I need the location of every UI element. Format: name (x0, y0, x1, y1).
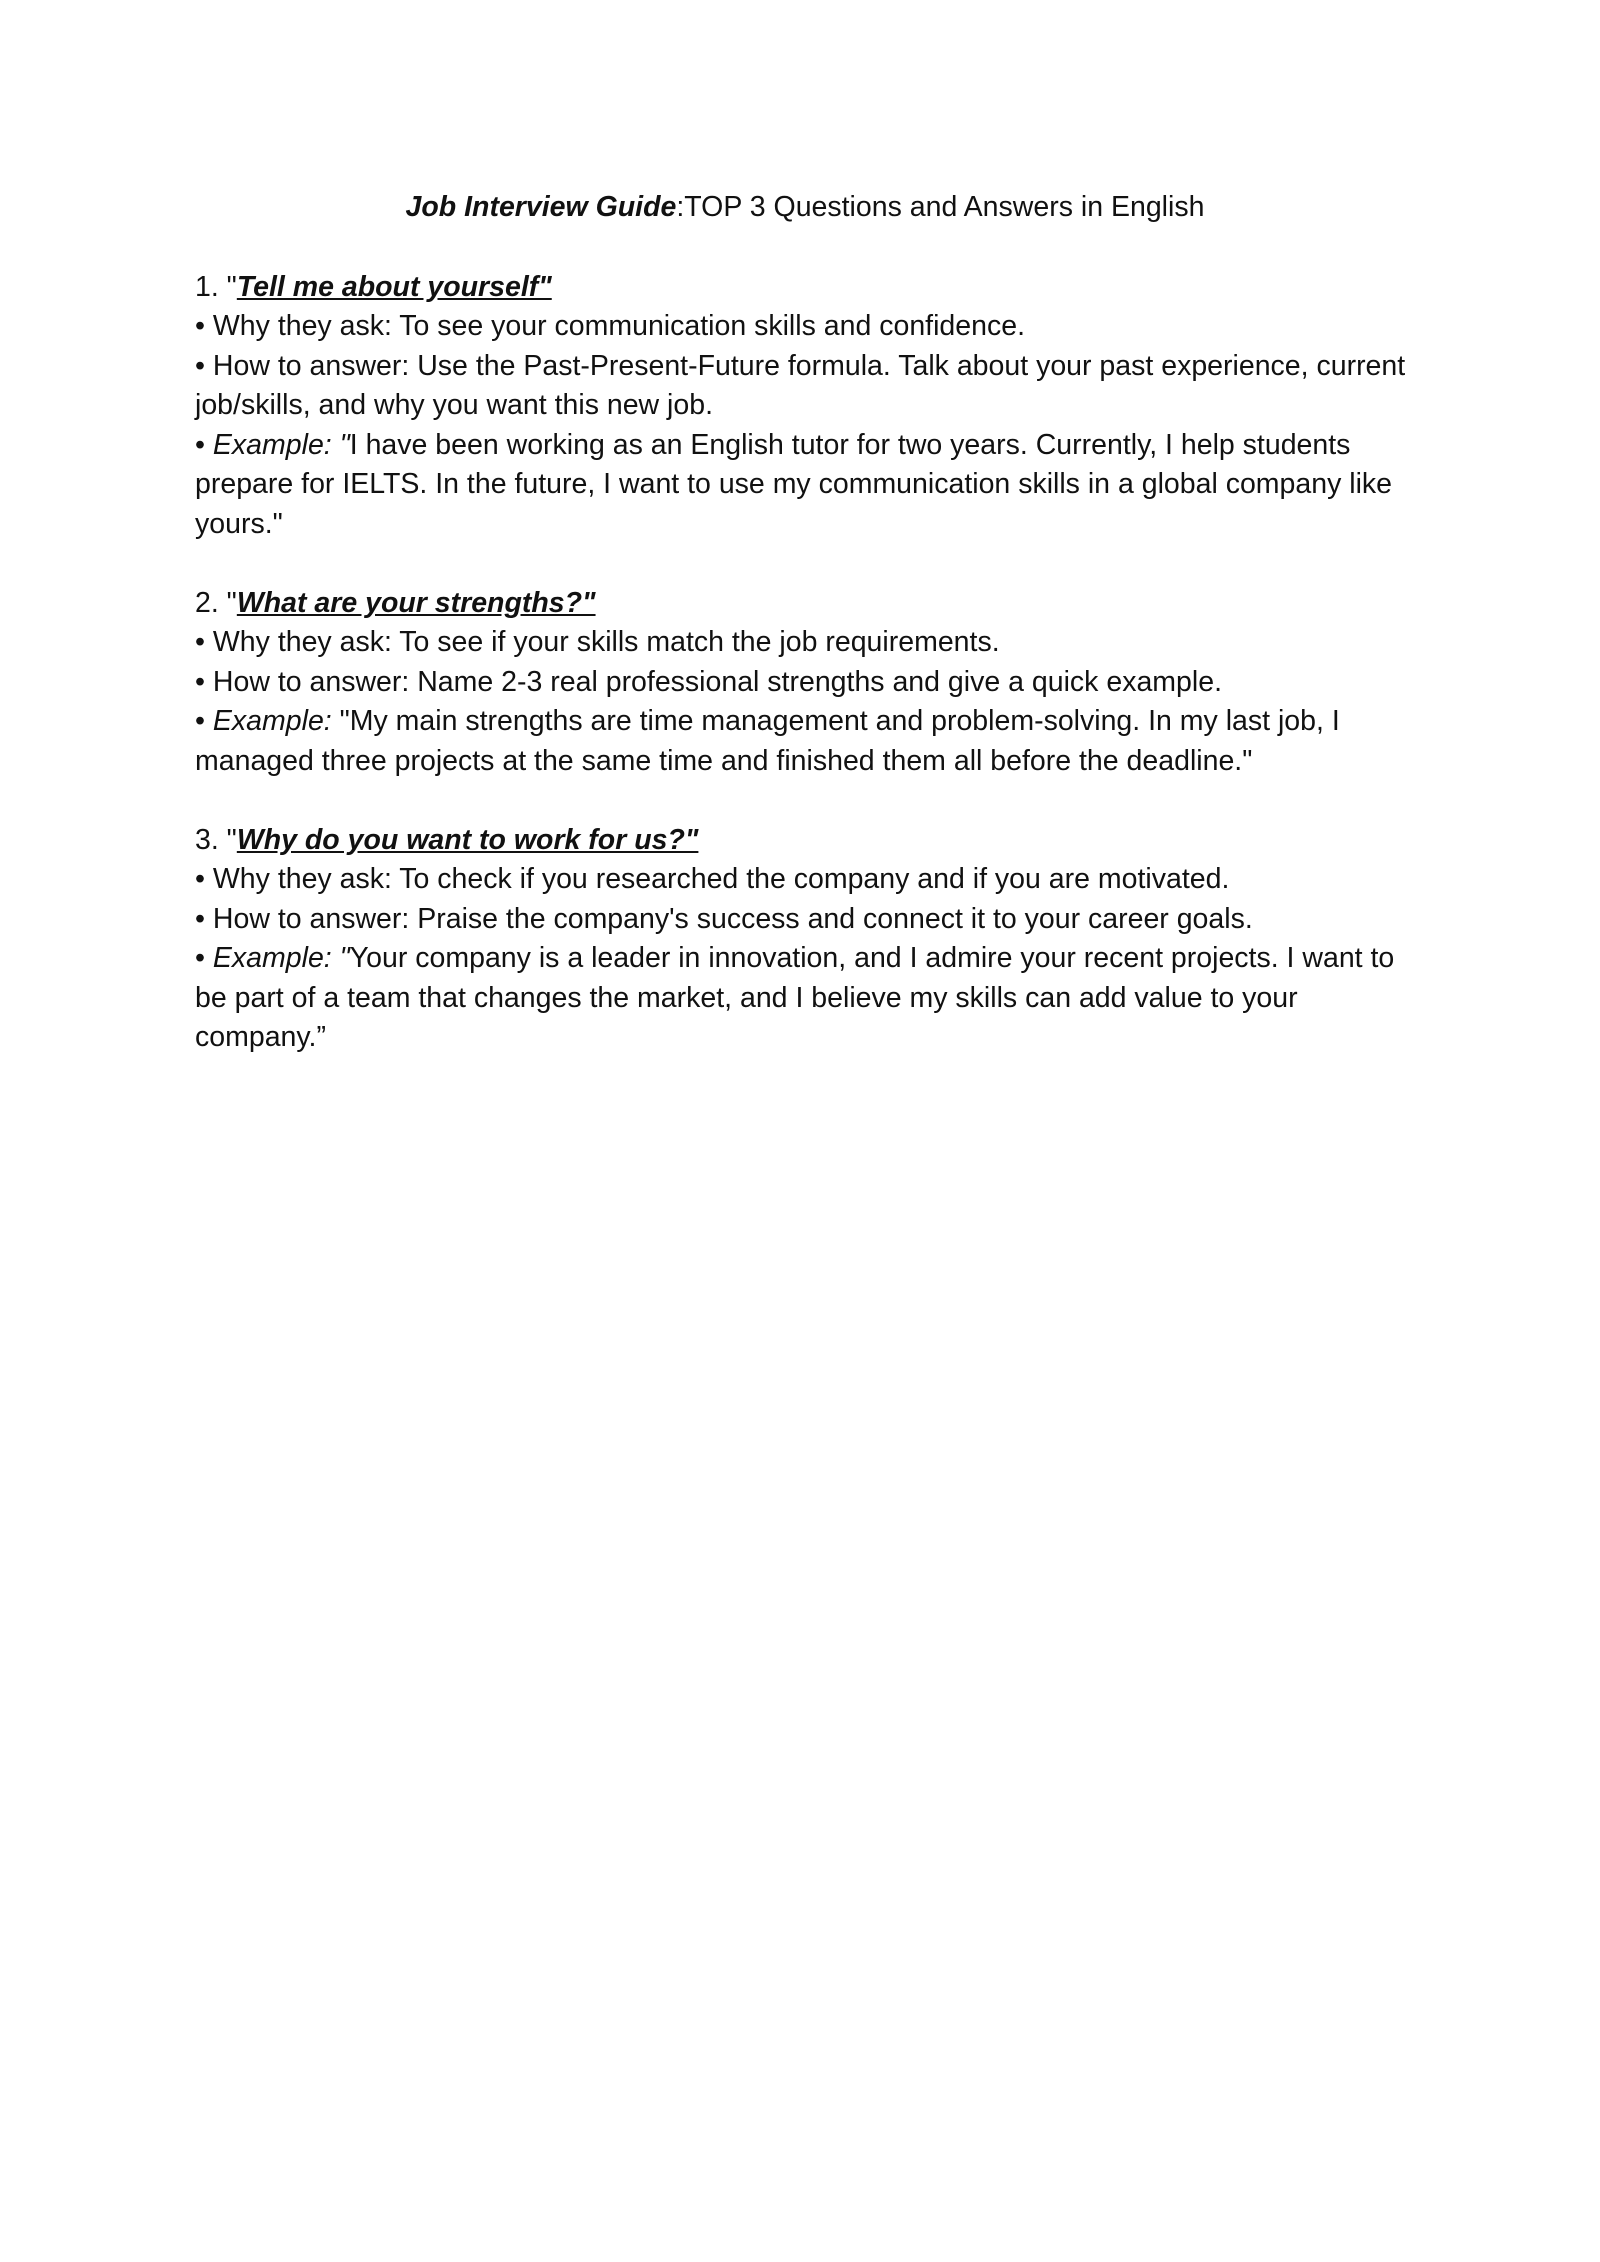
why-they-ask-line: • Why they ask: To see if your skills match the job requirements. (195, 626, 1000, 658)
question-section-1 (195, 268, 1415, 545)
question-number: 2. " (195, 586, 237, 619)
example-label: Example: " (212, 942, 350, 974)
question-text: What are your strengths?" (236, 586, 596, 619)
document-body (195, 188, 1415, 1097)
how-to-answer-line: • How to answer: Praise the company's success and connect it to your career goals. (195, 902, 1253, 935)
document-title (195, 188, 1415, 228)
why-they-ask-line: • Why they ask: To see your communication skills and confidence. (195, 310, 1026, 342)
how-to-answer-line: • How to answer: Use the Past-Present-Future formula. Talk about your past experience, current job/skills, and why you want this new job. (195, 349, 1406, 421)
example-line (195, 939, 1415, 1058)
example-label: Example: " (212, 428, 350, 461)
question-text: Tell me about yourself" (236, 270, 552, 303)
example-label: Example: (212, 705, 332, 737)
example-line (195, 702, 1415, 781)
question-number: 3. " (195, 823, 237, 856)
question-section-3 (195, 821, 1415, 1058)
question-number: 1. " (195, 270, 237, 303)
how-to-answer-line: • How to answer: Name 2-3 real professional strengths and give a quick example. (195, 665, 1222, 698)
example-bullet: • (195, 705, 213, 737)
why-they-ask-line: • Why they ask: To check if you researched the company and if you are motivated. (195, 863, 1230, 895)
example-bullet: • (195, 428, 213, 461)
title-bold-part: Job Interview Guide (405, 191, 677, 223)
question-section-2 (195, 584, 1415, 782)
example-text: I have been working as an English tutor for two years. Currently, I help students prepare for IELTS. In the future, I want to use my communication skills in a global company like yours." (195, 428, 1393, 540)
example-text: "My main strengths are time management and problem-solving. In my last job, I managed three projects at the same time and finished them all before the deadline." (195, 705, 1340, 777)
question-heading (195, 584, 1415, 624)
title-rest-part: :TOP 3 Questions and Answers in English (676, 191, 1205, 223)
example-line (195, 426, 1415, 545)
question-heading (195, 268, 1415, 308)
question-heading (195, 821, 1415, 861)
question-text: Why do you want to work for us?" (236, 823, 699, 856)
example-bullet: • (195, 942, 213, 974)
example-text: Your company is a leader in innovation, and I admire your recent projects. I want to be part of a team that changes the market, and I believe my skills can add value to your company.” (195, 942, 1395, 1053)
